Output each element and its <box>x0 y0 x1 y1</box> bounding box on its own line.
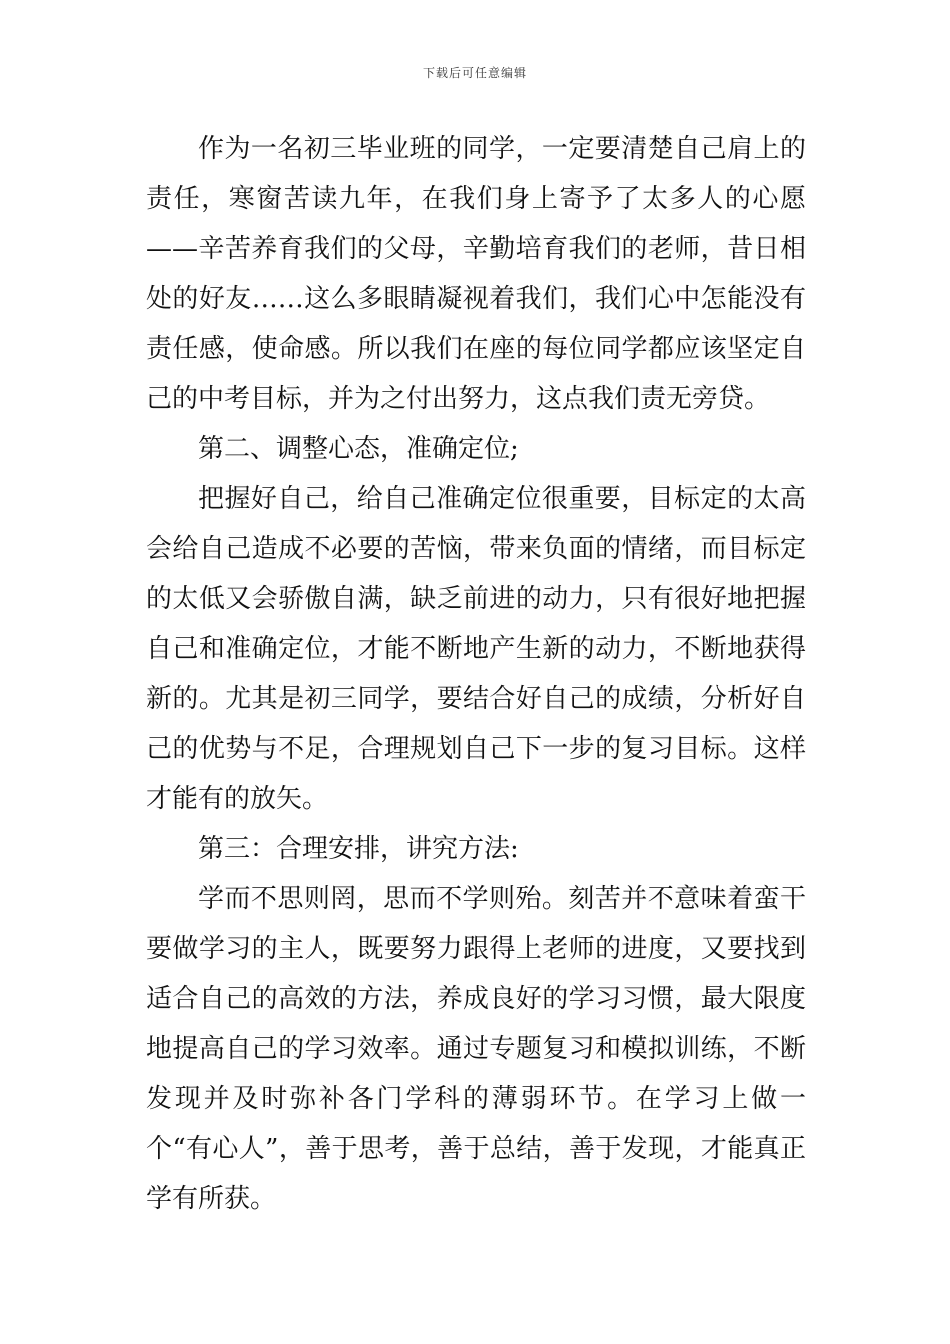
paragraph-methods: 学而不思则罔，思而不学则殆。刻苦并不意味着蛮干要做学习的主人，既要努力跟得上老师的进度，又要找到适合自己的高效的方法，养成良好的学习习惯，最大限度地提高自己的学习效率。通过专题复习和模拟训练，不断发现并及时弥补各门学科的薄弱环节。在学习上做一个“有心人”，善于思考，善于总结，善于发现，才能真正学有所获。 <box>146 884 806 1214</box>
paragraph-responsibility: 作为一名初三毕业班的同学，一定要清楚自己肩上的责任，寒窗苦读九年，在我们身上寄予了太多人的心愿——辛苦养育我们的父母，辛勤培育我们的老师，昔日相处的好友……这么多眼睛凝视着我们，我们心中怎能没有责任感，使命感。所以我们在座的每位同学都应该坚定自己的中考目标，并为之付出努力，这点我们责无旁贷。 <box>146 134 806 414</box>
paragraph-positioning: 把握好自己，给自己准确定位很重要，目标定的太高会给自己造成不必要的苦恼，带来负面的情绪，而目标定的太低又会骄傲自满，缺乏前进的动力，只有很好地把握自己和准确定位，才能不断地产生新的动力，不断地获得新的。尤其是初三同学，要结合好自己的成绩，分析好自己的优势与不足，合理规划自己下一步的复习目标。这样才能有的放矢。 <box>146 484 806 814</box>
section-heading-2: 第二、调整心态，准确定位; <box>198 434 519 464</box>
document-body <box>146 124 806 1224</box>
section-heading-3: 第三：合理安排，讲究方法: <box>198 834 519 864</box>
page-header: 下载后可任意编辑 <box>422 66 527 80</box>
